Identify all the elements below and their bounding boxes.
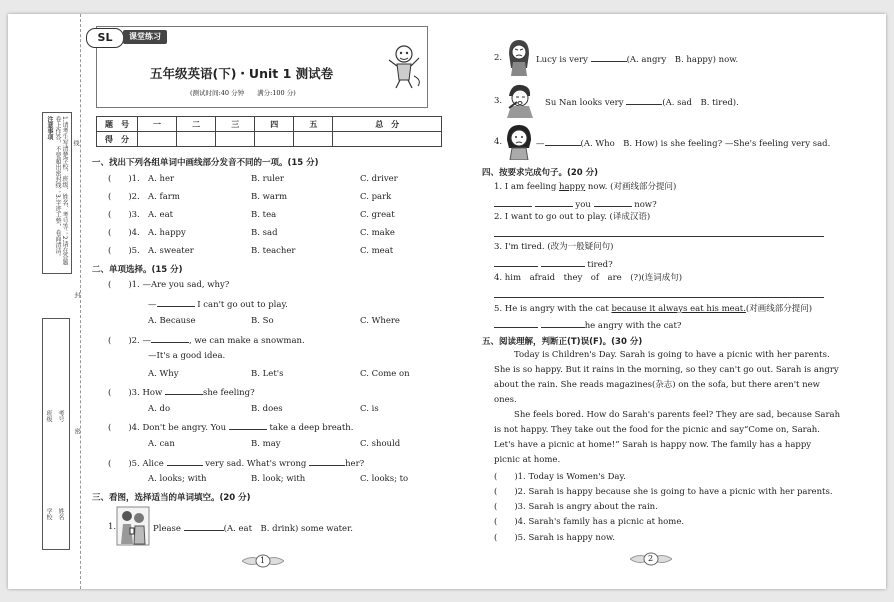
s3-q3 <box>545 96 739 108</box>
s2-q1: ( )1. —Are you sad, why? <box>108 280 230 290</box>
option-a: A. eat <box>148 210 174 220</box>
s4-q5 <box>494 304 812 314</box>
seal-line-char: 线 <box>72 140 79 146</box>
option-a: A. Because <box>148 316 196 326</box>
score-header-row <box>97 117 442 132</box>
answer-blank[interactable] <box>157 298 195 307</box>
option-b: B. So <box>251 316 274 326</box>
passage-line: ones. <box>494 395 517 405</box>
answer-blank[interactable] <box>309 457 345 466</box>
s4-q1-answer <box>494 198 657 210</box>
s4-q3-answer <box>494 258 613 270</box>
answer-blank[interactable] <box>184 522 224 531</box>
s4-q1-hint: now. (对画线部分提问) <box>585 182 677 192</box>
s2-q3 <box>108 386 255 398</box>
option-c: C. should <box>360 439 401 449</box>
option-b: B. may <box>251 439 281 449</box>
number-label: 考号 <box>57 410 64 422</box>
score-cell: 一 <box>138 117 177 132</box>
sl-logo: SL <box>86 28 124 48</box>
s4-q5-text: he angry with the cat? <box>584 321 682 331</box>
option-c: C. make <box>360 228 395 238</box>
score-table <box>96 116 442 147</box>
name-label: 姓名 <box>57 508 64 520</box>
answer-blank[interactable] <box>541 258 585 267</box>
s4-q3-tired: tired? <box>587 260 613 270</box>
s2-q1-text: I can't go out to play. <box>197 300 288 310</box>
s4-q5-prefix: 5. He is angry with the cat <box>494 304 612 314</box>
answer-blank[interactable] <box>151 334 189 343</box>
passage-line: She feels bored. How do Sarah's parents feel? They are sad, because Sarah <box>514 410 841 420</box>
s4-q1-now: now? <box>634 200 657 210</box>
option-b: B. ruler <box>251 174 284 184</box>
tf-item: ( )3. Sarah is angry about the rain. <box>494 502 658 512</box>
answer-blank[interactable] <box>626 96 662 105</box>
s2-q5-prefix: ( )5. Alice <box>108 459 164 469</box>
s2-q3-prefix: ( )3. How <box>108 388 163 398</box>
score-cell: 二 <box>177 117 216 132</box>
s4-q1-prefix: 1. I am feeling <box>494 182 559 192</box>
s3-q4-prefix: — <box>536 139 545 149</box>
section4-heading: 四、按要求完成句子。(20 分) <box>482 168 599 178</box>
s4-q2: 2. I want to go out to play. (译成汉语) <box>494 212 651 222</box>
s2-q4 <box>108 421 353 433</box>
s2-q4-text: take a deep breath. <box>269 423 354 433</box>
s3-q3-prefix: Su Nan looks very <box>545 98 624 108</box>
s2-q2 <box>108 334 305 346</box>
score-cell: 四 <box>255 117 294 132</box>
tf-item: ( )4. Sarah's family has a picnic at home. <box>494 517 685 527</box>
answer-blank[interactable] <box>545 137 581 146</box>
q-number: ( )1. <box>108 174 140 184</box>
answer-blank[interactable] <box>541 319 585 328</box>
notes-label: 注意事项 <box>46 116 53 140</box>
s3-q2 <box>536 53 738 65</box>
section1-heading: 一、找出下列各组单词中画线部分发音不同的一项。(15 分) <box>92 158 319 168</box>
s3-q4-choices: (A. Who B. How) is she feeling? —She's feeling very sad. <box>580 139 831 149</box>
answer-blank[interactable] <box>229 421 267 430</box>
option-a: A. sweater <box>148 246 194 256</box>
answer-blank[interactable] <box>167 457 203 466</box>
option-a: A. Why <box>148 369 179 379</box>
s4-q5-underlined: because it always eat his meat. <box>611 304 746 314</box>
option-b: B. does <box>251 404 283 414</box>
score-label: 得 分 <box>97 132 138 147</box>
s3-q1-choices: (A. eat B. drink) some water. <box>223 524 353 534</box>
s3-q4-num: 4. <box>494 137 503 147</box>
option-b: B. warm <box>251 192 288 202</box>
section2-heading: 二、单项选择。(15 分) <box>92 265 183 275</box>
score-value-row <box>97 132 442 147</box>
option-c: C. great <box>360 210 395 220</box>
monkey-mascot-icon <box>384 40 424 90</box>
s2-q2-reply: —It's a good idea. <box>148 351 226 361</box>
tf-item: ( )1. Today is Women's Day. <box>494 472 626 482</box>
fold-line <box>80 14 81 589</box>
section5-heading: 五、阅读理解，判断正(T)误(F)。(30 分) <box>482 337 643 347</box>
s4-q3: 3. I'm tired. (改为一般疑问句) <box>494 242 614 252</box>
q-number: ( )5. <box>108 246 140 256</box>
option-b: B. tea <box>251 210 277 220</box>
seal-mid-char: 封 <box>73 292 80 298</box>
seal-top-char: 密 <box>73 428 80 434</box>
option-b: B. teacher <box>251 246 296 256</box>
option-c: C. is <box>360 404 379 414</box>
answer-blank[interactable] <box>165 386 203 395</box>
passage-line: picnic at home. <box>494 455 561 465</box>
option-a: A. happy <box>148 228 186 238</box>
q-number: ( )2. <box>108 192 140 202</box>
passage-line: about the rain. She reads magazines(杂志) on the sofa, but there aren't new <box>494 380 820 390</box>
answer-blank[interactable] <box>591 53 627 62</box>
s3-q2-choices: (A. angry B. happy) now. <box>626 55 739 65</box>
option-b: B. sad <box>251 228 278 238</box>
option-c: C. Where <box>360 316 400 326</box>
s3-q1-num: 1. <box>108 522 117 532</box>
passage-line: is not happy. They take out the food for the picnic and say“Come on, Sarah. <box>494 425 820 435</box>
s4-q1 <box>494 182 676 192</box>
girl-sad-picture-icon <box>503 122 535 160</box>
s4-q5-answer <box>494 319 681 331</box>
score-cell: 三 <box>216 117 255 132</box>
s2-q3-text: she feeling? <box>202 388 255 398</box>
option-b: B. Let's <box>251 369 284 379</box>
s3-q2-prefix: Lucy is very <box>536 55 588 65</box>
score-input[interactable] <box>255 132 294 147</box>
notes-text: 1.请考生写清楚学校、班级、姓名、考号等；2.请在答题卷上作答，不要超出密封线；3.字迹工整，卷面清洁。 <box>54 116 68 266</box>
s2-q1-line: — I can't go out to play. <box>148 300 288 310</box>
option-a: A. farm <box>148 192 180 202</box>
q-number: ( )3. <box>108 210 140 220</box>
option-c: C. looks; to <box>360 474 409 484</box>
answer-blank[interactable] <box>594 198 632 207</box>
answer-line[interactable] <box>494 236 824 237</box>
s3-q1-prefix: Please <box>153 524 181 534</box>
exam-subtitle: (测试时间:40 分钟 满分:100 分) <box>190 89 296 97</box>
score-input[interactable] <box>138 132 177 147</box>
section3-heading: 三、看图，选择适当的单词填空。(20 分) <box>92 493 251 503</box>
s4-q5-hint: (对画线部分提问) <box>745 304 813 314</box>
answer-blank[interactable] <box>494 319 538 328</box>
su-nan-tired-picture-icon <box>503 82 537 118</box>
score-input[interactable] <box>177 132 216 147</box>
option-a: A. do <box>148 404 171 414</box>
s2-q5 <box>108 457 364 469</box>
s3-q3-num: 3. <box>494 96 503 106</box>
option-c: C. park <box>360 192 392 202</box>
s3-q2-num: 2. <box>494 53 503 63</box>
school-label: 学校 <box>45 508 52 520</box>
option-a: A. looks; with <box>148 474 207 484</box>
class-label: 班级 <box>45 410 52 422</box>
option-c: C. meat <box>360 246 394 256</box>
answer-blank[interactable] <box>494 198 532 207</box>
option-a: A. her <box>148 174 175 184</box>
s2-q4-prefix: ( )4. Don't be angry. You <box>108 423 227 433</box>
s4-q1-you: you <box>575 200 591 210</box>
score-input[interactable] <box>333 132 442 147</box>
answer-blank[interactable] <box>535 198 573 207</box>
page-title: 五年级英语(下)・Unit 1 测试卷 <box>150 66 334 81</box>
s3-q4 <box>536 137 830 149</box>
passage-line: Let's have a picnic at home!” Sarah is happy now. The family has a happy <box>494 440 812 450</box>
option-b: B. look; with <box>251 474 306 484</box>
s4-q4: 4. him afraid they of are (?)(连词成句) <box>494 273 683 283</box>
page-number-right: 2 <box>648 554 654 563</box>
q-number: ( )4. <box>108 228 140 238</box>
lucy-angry-picture-icon <box>503 38 535 76</box>
answer-line[interactable] <box>494 297 824 298</box>
tf-item: ( )5. Sarah is happy now. <box>494 533 615 543</box>
option-c: C. driver <box>360 174 398 184</box>
s2-q2-text: , we can make a snowman. <box>188 336 305 346</box>
brand-label: 课堂练习 <box>123 30 167 44</box>
option-c: C. Come on <box>360 369 410 379</box>
s2-q2-prefix: ( )2. — <box>108 336 151 346</box>
s2-q5-end: her? <box>345 459 365 469</box>
score-cell: 五 <box>294 117 333 132</box>
answer-blank[interactable] <box>494 258 538 267</box>
s3-q1 <box>153 522 353 534</box>
score-input[interactable] <box>216 132 255 147</box>
s3-q3-choices: (A. sad B. tired). <box>662 98 739 108</box>
children-drinking-picture-icon <box>116 506 150 546</box>
s4-q1-underlined: happy <box>558 182 586 192</box>
score-cell: 题 号 <box>97 117 138 132</box>
score-cell: 总 分 <box>333 117 442 132</box>
score-input[interactable] <box>294 132 333 147</box>
page-number-left: 1 <box>260 556 266 565</box>
passage-line: Today is Children's Day. Sarah is going to have a picnic with her parents. <box>514 350 830 360</box>
passage-line: She is so happy. But it rains in the morning, so they can't go out. Sarah is angry <box>494 365 839 375</box>
option-a: A. can <box>148 439 175 449</box>
tf-item: ( )2. Sarah is happy because she is going to have a picnic with her parents. <box>494 487 833 497</box>
s2-q5-text: very sad. What's wrong <box>205 459 307 469</box>
